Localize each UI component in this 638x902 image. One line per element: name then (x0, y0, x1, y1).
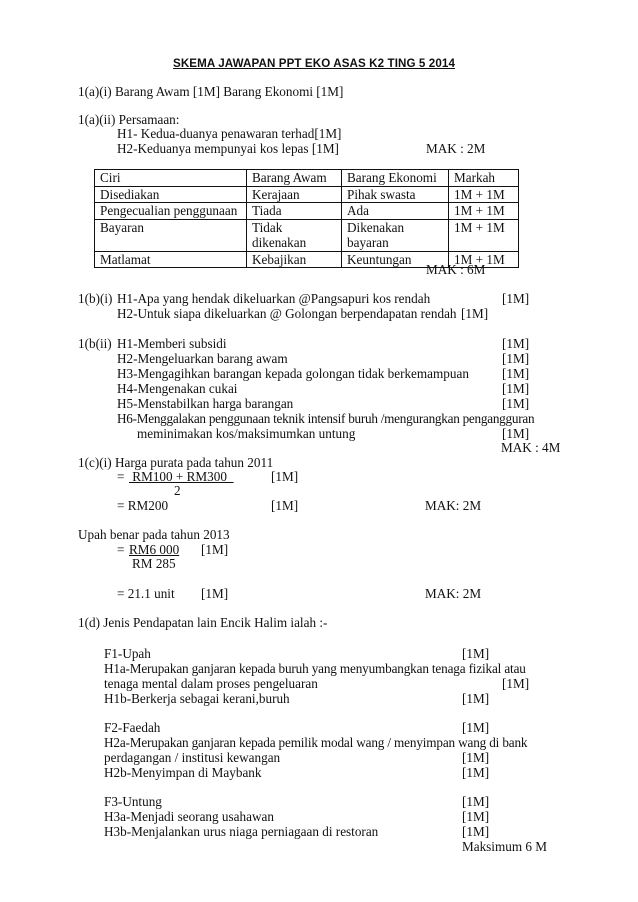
q1ci-mark-1: [1M] (271, 469, 299, 484)
f2-mark: [1M] (462, 720, 490, 735)
table-cell: Pengecualian penggunaan (95, 203, 247, 220)
q1d-label: 1(d) Jenis Pendapatan lain Encik Halim ialah :- (78, 615, 328, 630)
table-cell: Disediakan (95, 186, 247, 203)
table-cell: 1M + 1M (449, 219, 519, 251)
q1ci-label: 1(c)(i) Harga purata pada tahun 2011 (78, 455, 274, 470)
h1a-mark: [1M] (502, 676, 530, 691)
table-cell: Keuntungan (342, 251, 449, 268)
table-row (95, 203, 519, 220)
list-item: H1-Memberi subsidi (117, 336, 227, 351)
f2-heading: F2-Faedah (104, 720, 161, 735)
list-item-mark: [1M] (502, 396, 530, 411)
list-item-mark: [1M] (502, 426, 530, 441)
comparison-table (94, 169, 519, 268)
table-cell: Matlamat (95, 251, 247, 268)
q1aii-label: 1(a)(ii) Persamaan: (78, 112, 180, 127)
f3-mark: [1M] (462, 794, 490, 809)
f1-mark: [1M] (462, 646, 490, 661)
table-header-cell: Barang Awam (247, 170, 342, 187)
table-cell: 1M + 1M (449, 251, 519, 268)
upah-numerator: RM6 000 (129, 542, 180, 557)
q1ai-line: 1(a)(i) Barang Awam [1M] Barang Ekonomi [1M] (78, 84, 344, 99)
table-row (95, 186, 519, 203)
table-header-row (95, 170, 519, 187)
table-mak: MAK : 6M (426, 262, 486, 277)
table-cell: Kerajaan (247, 186, 342, 203)
table-cell: Kebajikan (247, 251, 342, 268)
h2b-text: H2b-Menyimpan di Maybank (104, 765, 262, 780)
h3a-text: H3a-Menjadi seorang usahawan (104, 809, 274, 824)
f3-heading: F3-Untung (104, 794, 162, 809)
h1a-text-continued: tenaga mental dalam proses pengeluaran (104, 676, 318, 691)
h1a-text: H1a-Merupakan ganjaran kepada buruh yang menyumbangkan tenaga fizikal atau (104, 661, 526, 676)
q1bii-mak: MAK : 4M (501, 440, 561, 455)
h2a-mark: [1M] (462, 750, 490, 765)
h1b-text: H1b-Berkerja sebagai kerani,buruh (104, 691, 290, 706)
list-item-continued: meminimakan kos/maksimumkan untung (137, 426, 356, 441)
upah-label: Upah benar pada tahun 2013 (78, 527, 230, 542)
table-header-cell: Ciri (95, 170, 247, 187)
h1b-mark: [1M] (462, 691, 490, 706)
h2b-mark: [1M] (462, 765, 490, 780)
upah-equals: = (117, 542, 125, 557)
h3b-mark: [1M] (462, 824, 490, 839)
q1ci-mark-2: [1M] (271, 498, 299, 513)
table-cell: 1M + 1M (449, 186, 519, 203)
upah-mak: MAK: 2M (425, 586, 482, 601)
table-cell: Tidak dikenakan (247, 219, 342, 251)
q1bi-h2-mark: [1M] (461, 306, 489, 321)
list-item-mark: [1M] (502, 381, 530, 396)
table-row (95, 219, 519, 251)
h2a-text: H2a-Merupakan ganjaran kepada pemilik modal wang / menyimpan wang di bank (104, 735, 528, 750)
table-cell: Ada (342, 203, 449, 220)
page-title: SKEMA JAWAPAN PPT EKO ASAS K2 TING 5 2014 (173, 57, 455, 70)
h3a-mark: [1M] (462, 809, 490, 824)
upah-denominator: RM 285 (132, 556, 176, 571)
q1bi-h2: H2-Untuk siapa dikeluarkan @ Golongan berpendapatan rendah (117, 306, 457, 321)
q1bii-label: 1(b(ii) (78, 336, 112, 351)
q1bi-h1-mark: [1M] (502, 291, 530, 306)
maksimum-total: Maksimum 6 M (462, 839, 547, 854)
table-header-cell: Barang Ekonomi (342, 170, 449, 187)
list-item-mark: [1M] (502, 336, 530, 351)
list-item: H2-Mengeluarkan barang awam (117, 351, 288, 366)
f1-heading: F1-Upah (104, 646, 151, 661)
upah-mark-1: [1M] (201, 542, 229, 557)
table-cell: Dikenakan bayaran (342, 219, 449, 251)
table-cell: Pihak swasta (342, 186, 449, 203)
table-header-cell: Markah (449, 170, 519, 187)
q1bi-h1: H1-Apa yang hendak dikeluarkan @Pangsapuri kos rendah (117, 291, 431, 306)
upah-mark-2: [1M] (201, 586, 229, 601)
list-item: H6-Menggalakan penggunaan teknik intensif buruh /mengurangkan pengangguran (117, 411, 535, 426)
upah-result: = 21.1 unit (117, 586, 175, 601)
q1ci-mak: MAK: 2M (425, 498, 482, 513)
list-item: H3-Mengagihkan barangan kepada golongan tidak berkemampuan (117, 366, 469, 381)
h3b-text: H3b-Menjalankan urus niaga perniagaan di restoran (104, 824, 379, 839)
q1aii-mak: MAK : 2M (426, 141, 486, 156)
q1ci-equals: = (117, 469, 125, 484)
list-item-mark: [1M] (502, 351, 530, 366)
q1ci-denominator: 2 (174, 483, 181, 498)
q1ci-numerator: RM100 + RM300 (129, 469, 234, 484)
q1bi-label: 1(b)(i) (78, 291, 113, 306)
list-item: H4-Mengenakan cukai (117, 381, 238, 396)
q1ci-result: = RM200 (117, 498, 169, 513)
table-cell: Tiada (247, 203, 342, 220)
q1aii-h1: H1- Kedua-duanya penawaran terhad[1M] (117, 126, 342, 141)
list-item: H5-Menstabilkan harga barangan (117, 396, 294, 411)
table-cell: 1M + 1M (449, 203, 519, 220)
table-cell: Bayaran (95, 219, 247, 251)
list-item-mark: [1M] (502, 366, 530, 381)
h2a-text-continued: perdagangan / institusi kewangan (104, 750, 281, 765)
q1aii-h2: H2-Keduanya mempunyai kos lepas [1M] (117, 141, 339, 156)
